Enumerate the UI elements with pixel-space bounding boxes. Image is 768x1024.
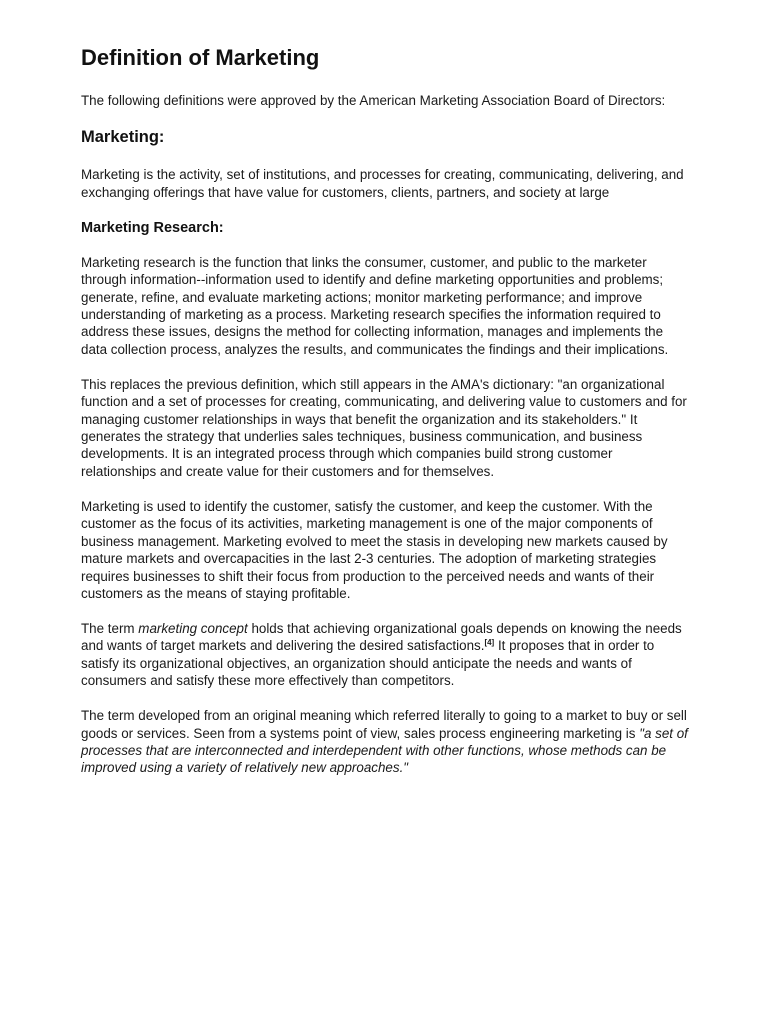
origin-quote: "a set of processes that are interconnected and interdependent with other functions, whose methods can be improved using a variety of relatively new approaches." — [81, 725, 688, 776]
customer-focus-paragraph: Marketing is used to identify the customer, satisfy the customer, and keep the customer. With the customer as the focus of its activities, marketing management is one of the major components of business management. Marketing evolved to meet the stasis in developing new markets caused by mature markets and overcapacities in the last 2-3 centuries. The adoption of marketing strategies requires businesses to shift their focus from production to the perceived needs and wants of their customers as the means of staying profitable. — [81, 498, 668, 601]
origin-text: The term developed from an original meaning which referred literally to going to a market to buy or sell goods or services. Seen from a systems point of view, sales process engineering marketing is — [81, 708, 687, 741]
intro-paragraph: The following definitions were approved by the American Marketing Association Board of Directors: — [81, 93, 666, 108]
term-origin-paragraph — [81, 707, 691, 777]
document-page — [81, 44, 691, 794]
concept-text-after: It proposes that in order to satisfy its organizational objectives, an organization should anticipate the needs and wants of consumers and satisfy these more effectively than competitors. — [81, 638, 655, 689]
concept-term: marketing concept — [138, 620, 248, 636]
footnote-reference[interactable]: [4] — [484, 638, 495, 648]
marketing-research-definition: Marketing research is the function that links the consumer, customer, and public to the marketer through information--information used to identify and define marketing opportunities and problems; generate, refine, and evaluate marketing actions; monitor marketing performance; and improve understanding of marketing as a process. Marketing research specifies the information required to address these issues, designs the method for collecting information, manages and implements the data collection process, analyzes the results, and communicates the findings and their implications. — [81, 254, 669, 357]
concept-text-middle: holds that achieving organizational goals depends on knowing the needs and wants of target markets and delivering the desired satisfactions. — [81, 620, 682, 654]
previous-definition-paragraph: This replaces the previous definition, which still appears in the AMA's dictionary: "an organizational function and a set of processes for creating, communicating, and delivering value to customers and for managing customer relationships in ways that benefit the organization and its stakeholders." It generates the strategy that underlies sales techniques, business communication, and business developments. It is an integrated process through which companies build strong customer relationships and create value for their customers and for themselves. — [81, 376, 687, 479]
concept-text-before: The term — [81, 620, 139, 636]
section-heading-marketing-research: Marketing Research: — [81, 219, 224, 236]
marketing-concept-paragraph — [81, 620, 691, 690]
page-title: Definition of Marketing — [81, 45, 320, 70]
marketing-definition: Marketing is the activity, set of institutions, and processes for creating, communicating, delivering, and exchanging offerings that have value for customers, clients, partners, and society at large — [81, 167, 684, 200]
section-heading-marketing: Marketing: — [81, 128, 165, 147]
